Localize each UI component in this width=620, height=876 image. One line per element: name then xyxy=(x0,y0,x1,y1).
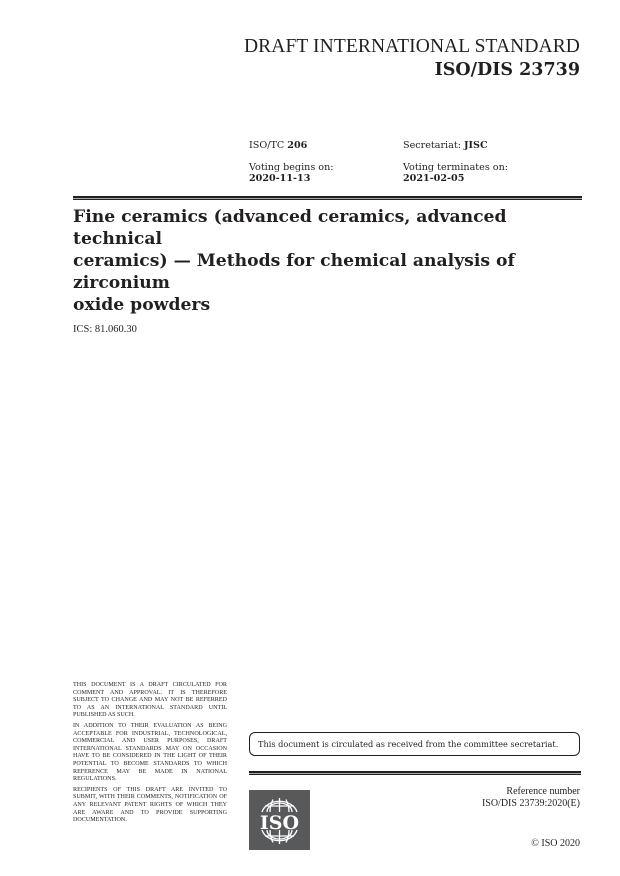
title-line: Fine ceramics (advanced ceramics, advanced technical xyxy=(73,207,507,249)
iso-logo-text: ISO xyxy=(259,812,300,834)
document-type: DRAFT INTERNATIONAL STANDARD xyxy=(244,36,580,57)
title-divider xyxy=(73,196,582,200)
draft-disclaimer xyxy=(73,682,227,828)
secretariat xyxy=(403,140,488,151)
document-number: ISO/DIS 23739 xyxy=(434,60,580,80)
voting-begins-label: Voting begins on: xyxy=(249,162,334,173)
secretariat-value: JISC xyxy=(464,140,488,151)
title-line: ceramics) — Methods for chemical analysis of zirconium xyxy=(73,251,515,293)
iso-logo xyxy=(249,790,310,850)
reference-number: ISO/DIS 23739:2020(E) xyxy=(481,798,580,809)
reference-label: Reference number xyxy=(506,786,580,797)
ics-code: ICS: 81.060.30 xyxy=(73,324,137,335)
committee-number: 206 xyxy=(287,140,308,151)
disclaimer-paragraph: RECIPIENTS OF THIS DRAFT ARE INVITED TO SUBMIT, WITH THEIR COMMENTS, NOTIFICATION OF ANY RELEVANT PATENT RIGHTS OF WHICH THEY ARE AWARE AND TO PROVIDE SUPPORTING DOCUMENTATION. xyxy=(73,786,227,824)
voting-terminates-label: Voting terminates on: xyxy=(403,162,508,173)
iso-globe-icon xyxy=(249,790,310,850)
disclaimer-paragraph: THIS DOCUMENT IS A DRAFT CIRCULATED FOR COMMENT AND APPROVAL. IT IS THEREFORE SUBJECT TO CHANGE AND MAY NOT BE REFERRED TO AS AN INTERNATIONAL STANDARD UNTIL PUBLISHED AS SUCH. xyxy=(73,682,227,719)
document-title xyxy=(73,206,583,316)
circulation-note: This document is circulated as received from the committee secretariat. xyxy=(249,732,580,756)
secretariat-label: Secretariat: xyxy=(403,140,461,151)
voting-begins-date: 2020-11-13 xyxy=(249,173,311,184)
committee xyxy=(249,140,307,151)
committee-label: ISO/TC xyxy=(249,140,285,151)
footer-divider xyxy=(249,771,581,775)
copyright: © ISO 2020 xyxy=(531,838,580,849)
disclaimer-paragraph: IN ADDITION TO THEIR EVALUATION AS BEING ACCEPTABLE FOR INDUSTRIAL, TECHNOLOGICAL, COMMERCIAL AND USER PURPOSES, DRAFT INTERNATIONAL STANDARDS MAY ON OCCASION HAVE TO BE CONSIDERED IN THE LIGHT OF THEIR POTENTIAL TO BECOME STANDARDS TO WHICH REFERENCE MAY BE MADE IN NATIONAL REGULATIONS. xyxy=(73,722,227,783)
voting-terminates-date: 2021-02-05 xyxy=(403,173,465,184)
title-line: oxide powders xyxy=(73,295,211,315)
voting-terminates xyxy=(403,162,508,184)
voting-begins xyxy=(249,162,333,184)
